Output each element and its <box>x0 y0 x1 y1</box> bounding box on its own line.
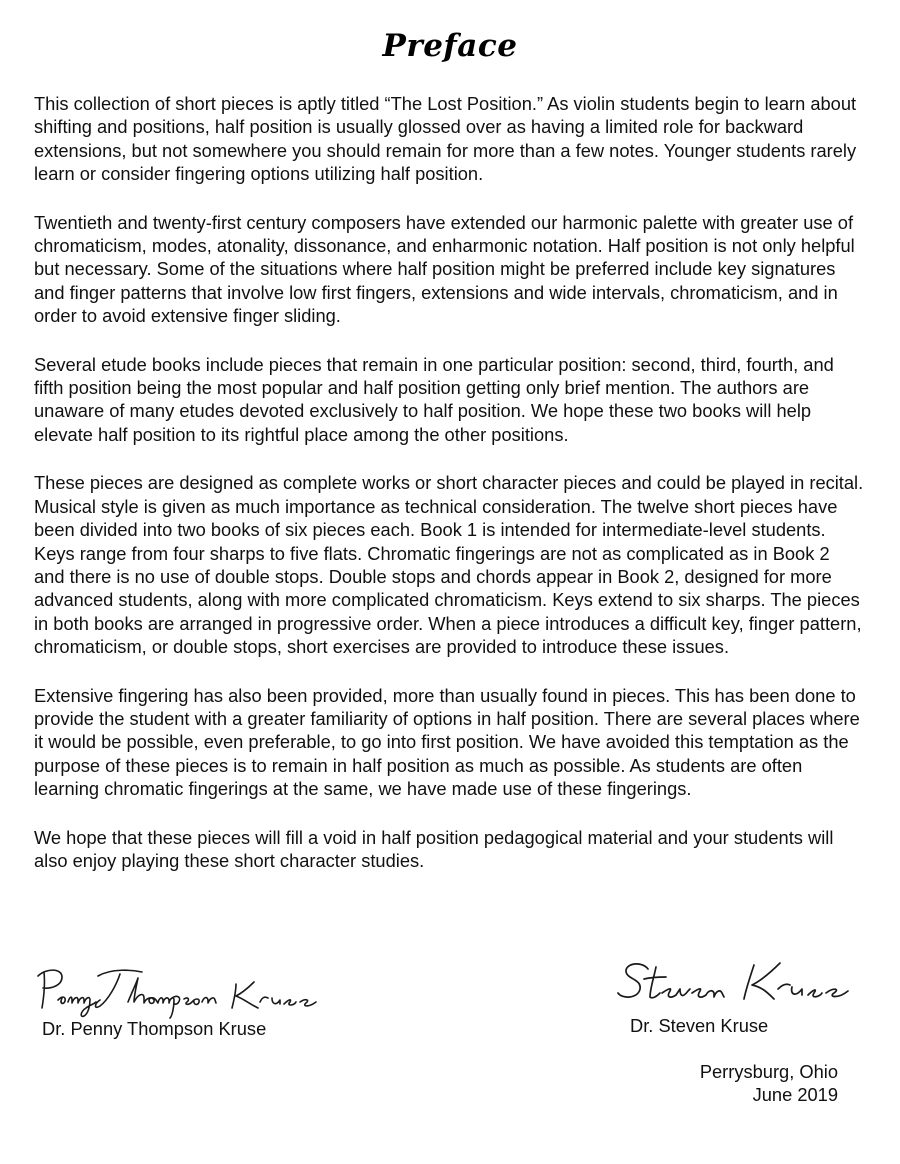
paragraph: These pieces are designed as complete works or short character pieces and could be played in recital. Musical style is given as much importance as technical consideration. The twelve short pieces have been divided into two books of six pieces each. Book 1 is intended for intermediate-level students. Keys range from four sharps to five flats. Chromatic fingerings are not as complicated as in Book 2 and there is no use of double stops. Double stops and chords appear in Book 2, designed for more advanced students, along with more complicated chromaticism. Keys extend to six sharps. The pieces in both books are arranged in progressive order. When a piece introduces a difficult key, finger pattern, chromaticism, or double stops, short exercises are provided to introduce these issues. <box>34 472 864 658</box>
place-and-date <box>700 1060 838 1106</box>
signer-name: Dr. Steven Kruse <box>630 1015 769 1036</box>
paragraph: We hope that these pieces will fill a void in half position pedagogical material and your students will also enjoy playing these short character studies. <box>34 826 834 871</box>
preface-body <box>34 92 864 897</box>
handwritten-signature-steven <box>612 955 862 1013</box>
date: June 2019 <box>752 1084 838 1105</box>
paragraph: Extensive fingering has also been provided, more than usually found in pieces. This has been done to provide the student with a greater familiarity of options in half position. There are several places where it would be possible, even preferable, to go into first position. We have avoided this temptation as the purpose of these pieces is to remain in half position as much as possible. As students are often learning chromatic fingerings at the same, we have made use of these fingerings. <box>34 684 860 800</box>
page-title: Preface <box>382 28 518 64</box>
location: Perrysburg, Ohio <box>699 1061 838 1082</box>
paragraph: Several etude books include pieces that remain in one particular position: second, third, fourth, and fifth position being the most popular and half position getting only brief mention. The authors are unaware of many etudes devoted exclusively to half position. We hope these two books will help elevate half position to its rightful place among the other positions. <box>34 353 834 445</box>
handwritten-signature-penny <box>32 962 392 1020</box>
paragraph: This collection of short pieces is aptly titled “The Lost Position.” As violin students begin to learn about shifting and positions, half position is usually glossed over as having a limited role for backward extensions, but not somewhere you should remain for more than a few notes. Younger students rarely learn or consider fingering options utilizing half position. <box>34 93 857 185</box>
paragraph: Twentieth and twenty-first century composers have extended our harmonic palette with greater use of chromaticism, modes, atonality, dissonance, and enharmonic notation. Half position is not only helpful but necessary. Some of the situations where half position might be preferred include key signatures and finger patterns that involve low first fingers, extensions and wide intervals, chromaticism, and in order to avoid extensive finger sliding. <box>34 211 855 327</box>
signer-name: Dr. Penny Thompson Kruse <box>42 1018 267 1039</box>
signature-block-steven <box>612 955 872 1037</box>
signature-block-penny <box>32 962 412 1040</box>
